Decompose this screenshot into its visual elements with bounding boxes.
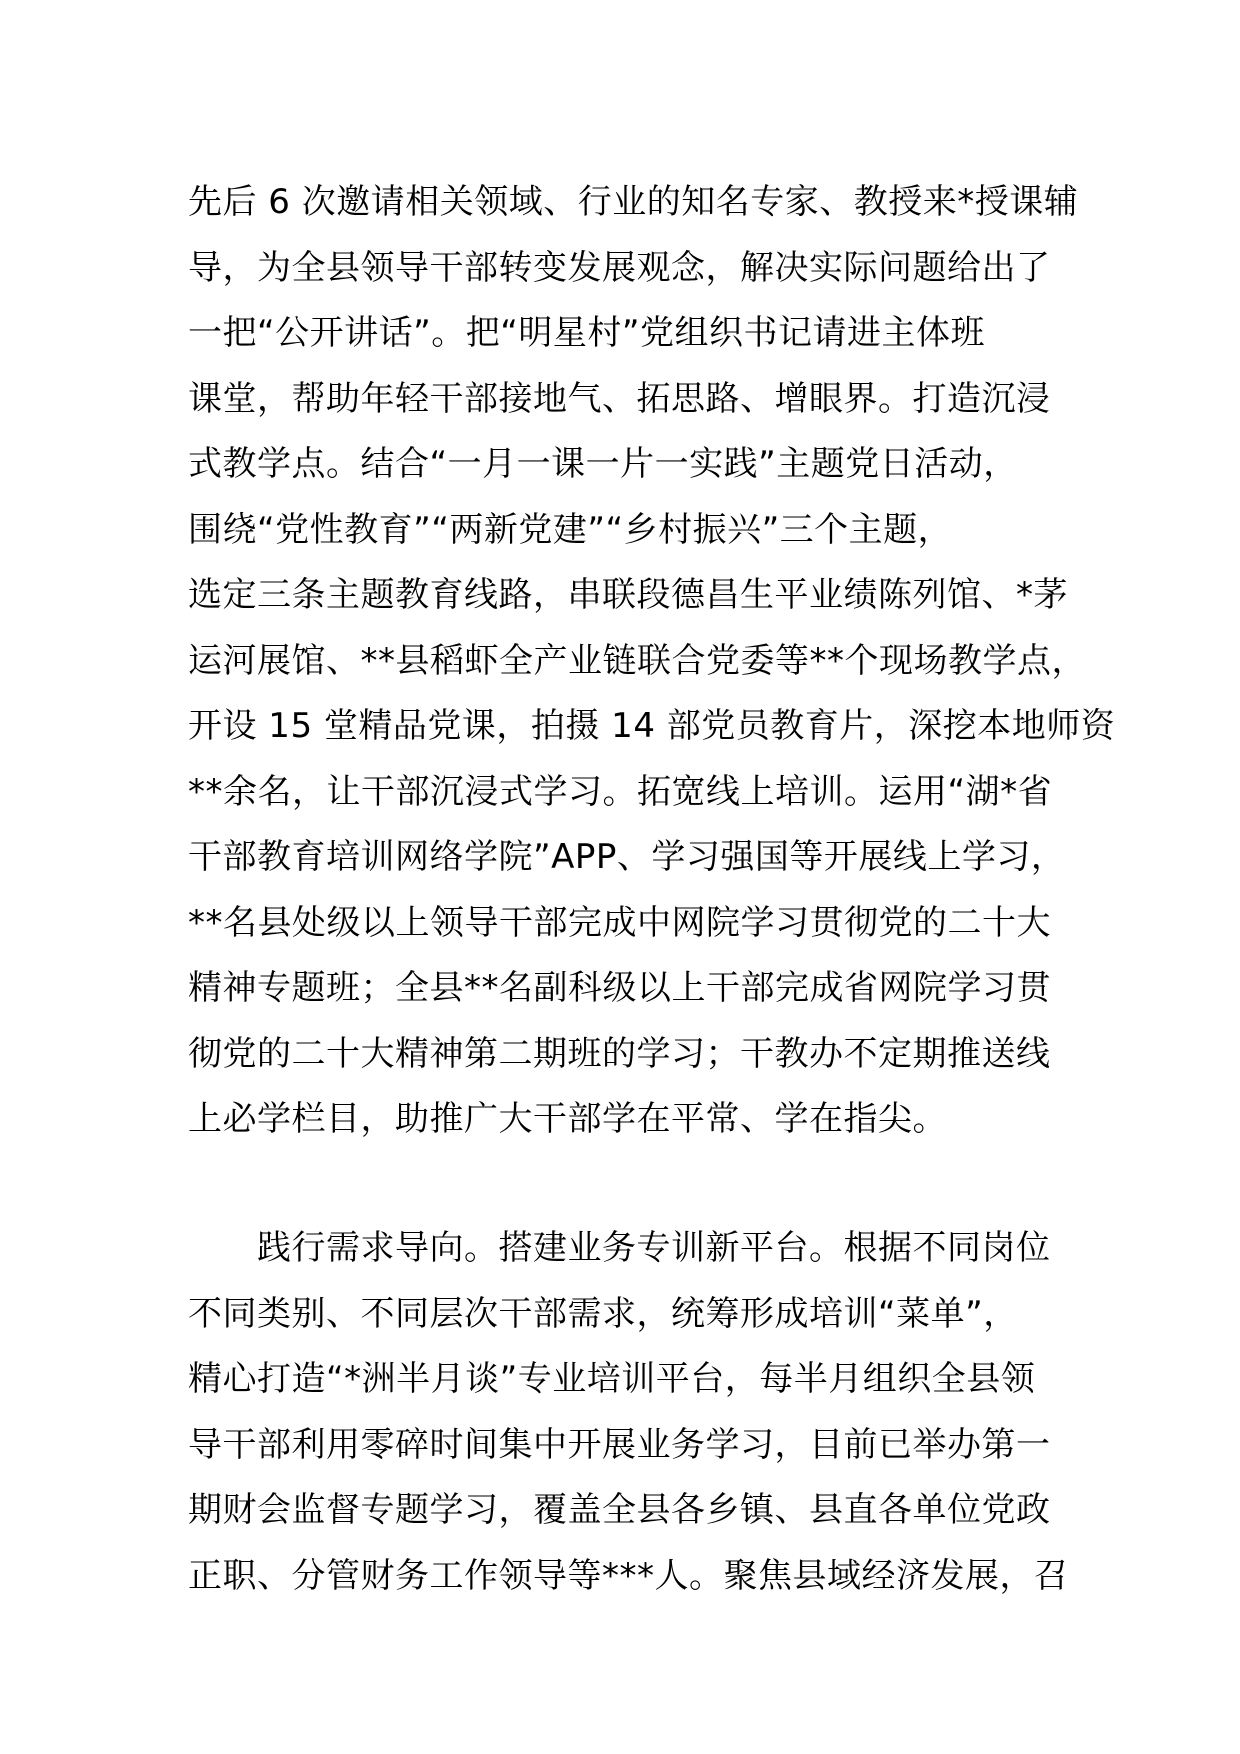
text-line: 导，为全县领导干部转变发展观念，解决实际问题给出了 xyxy=(188,247,1051,288)
text-line: 导干部利用零碎时间集中开展业务学习，目前已举办第一 xyxy=(188,1424,1051,1465)
text-line: 精神专题班；全县**名副科级以上干部完成省网院学习贯 xyxy=(188,968,1051,1008)
text-line: 精心打造“*洲半月谈”专业培训平台，每半月组织全县领 xyxy=(188,1359,1036,1399)
text-line: 正职、分管财务工作领导等***人。聚焦县域经济发展，召 xyxy=(188,1555,1069,1596)
text-line: 先后 6 次邀请相关领域、行业的知名专家、教授来*授课辅 xyxy=(188,182,1079,222)
text-line: 一把“公开讲话”。把“明星村”党组织书记请进主体班 xyxy=(188,313,985,353)
text-line: 践行需求导向。搭建业务专训新平台。根据不同岗位 xyxy=(188,1228,1051,1268)
text-line: **名县处级以上领导干部完成中网院学习贯彻党的二十大 xyxy=(188,902,1051,943)
text-line: 上必学栏目，助推广大干部学在平常、学在指尖。 xyxy=(188,1099,947,1139)
text-line: 开设 15 堂精品党课，拍摄 14 部党员教育片，深挖本地师资 xyxy=(188,706,1116,746)
text-line: 运河展馆、**县稻虾全产业链联合党委等**个现场教学点， xyxy=(188,640,1086,681)
paragraph-demand-oriented xyxy=(188,1216,1088,1609)
text-line: 式教学点。结合“一月一课一片一实践”主题党日活动， xyxy=(188,444,1018,484)
text-line: 期财会监督专题学习，覆盖全县各乡镇、县直各单位党政 xyxy=(188,1490,1051,1530)
paragraph-training-methods xyxy=(188,170,1116,1153)
text-line: 干部教育培训网络学院”APP、学习强国等开展线上学习， xyxy=(188,837,1066,877)
text-line: 围绕“党性教育”“两新党建”“乡村振兴”三个主题， xyxy=(188,509,953,550)
text-line: 彻党的二十大精神第二期班的学习；干教办不定期推送线 xyxy=(188,1033,1051,1074)
text-line: 课堂，帮助年轻干部接地气、拓思路、增眼界。打造沉浸 xyxy=(188,378,1051,419)
text-line: **余名，让干部沉浸式学习。拓宽线上培训。运用“湖*省 xyxy=(188,771,1053,812)
text-line: 不同类别、不同层次干部需求，统筹形成培训“菜单”， xyxy=(188,1293,1018,1334)
text-line: 选定三条主题教育线路，串联段德昌生平业绩陈列馆、*茅 xyxy=(188,575,1068,615)
